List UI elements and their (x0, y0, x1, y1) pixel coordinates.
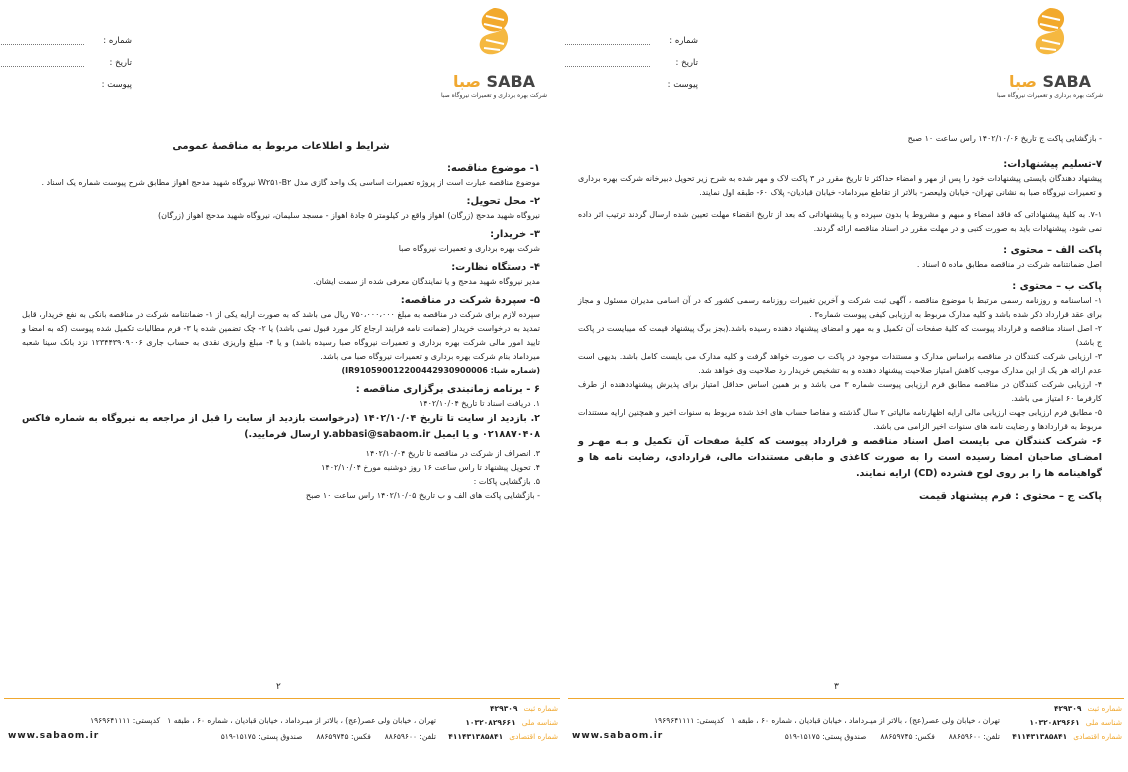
page-title: شرایط و اطلاعات مربوط به مناقصهٔ عمومی (172, 141, 390, 152)
letter-meta (0, 36, 132, 102)
brand-text: صبا SABA (452, 72, 536, 91)
footer (564, 698, 1128, 768)
meta-attach: پیوست : (667, 80, 698, 90)
footer-address: تهران ، خیابان ولی عصر(عج) ، بالاتر از میـرداماد ، خیابان قبادیان ، شماره ۶۰ ، طبقه ۱ کدپستی: ۱۹۶۹۶۴۱۱۱۱ (90, 716, 436, 725)
page-3 (564, 0, 1128, 772)
section-4-title: ۴- دستگاه نظارت: (451, 262, 540, 273)
section-4-text: مدیر نیروگاه شهید مدحج و یا نمایندگان معرفی شده از سمت ایشان. (313, 277, 540, 286)
envelope-b-item-3: ۳- ارزیابی شرکت کنندگان در مناقصه براساس مدارک و مستندات موجود در پاکت ب صورت خواهد گرفت و کلیه مدارک می بایست کامل باشد. بدیهی است عدم ارائه هر یک از این مدارک موجب کاهش امتیاز صلاحیت پیشنهاد دهنده و به تشخیص خریدار رد صلاحیت وی خواهد شد. (578, 352, 1102, 375)
letter-meta (564, 36, 698, 102)
section-3-title: ۳- خریدار: (490, 229, 540, 240)
schedule-item-3: ۳. انصراف از شرکت در مناقصه تا تاریخ ۱۴۰۲/۱۰/۰۴ (365, 449, 540, 458)
page-number: ۲ (276, 682, 281, 692)
envelope-b-item-4: ۴- ارزیابی شرکت کنندگان در مناقصه مطابق فرم ارزیابی پیوست شماره ۳ می باشد و بر همین اساس حداقل امتیاز برای پذیرش پیشنهاددهنده از طرف کارفرما ۶۰ امتیاز می باشد. (578, 380, 1102, 403)
schedule-item-1: ۱. دریافت اسناد تا تاریخ ۱۴۰۲/۱۰/۰۴ (418, 399, 540, 408)
meta-number: شماره : (564, 36, 698, 58)
envelope-b-item-6: ۶- شرکت کنندگان می بایست اصل اسناد مناقصه و قرارداد پیوست که کلیهٔ صفحات آن تکمیل و بـه مهـر و امضـای صاحبان امضا رسیده است را به صورت کاغذی و مابقی مستندات مالی، قراردادی، رضایت نامه ها و گواهینامه ها را بر روی لوح فشرده (CD) ارایه نمایند. (578, 436, 1102, 479)
footer-contacts: تلفن: ۸۸۶۵۹۶۰۰فکس: ۸۸۶۵۹۷۴۵صندوق پستی: ۱۵۱۷۵-۵۱۹ (220, 732, 436, 741)
registration-block: شماره ثبت۴۲۹۳۰۹ شناسه ملی۱۰۳۲۰۸۲۹۶۶۱ شماره اقتصادی۴۱۱۴۳۱۳۸۵۸۴۱ (1012, 704, 1122, 741)
envelope-a-text: اصل ضمانتنامه شرکت در مناقصه مطابق ماده ۵ اسناد . (916, 260, 1102, 269)
section-5-text: سپرده لازم برای شرکت در مناقصه به مبلغ ۷۵۰،۰۰۰،۰۰۰ ریال می باشد که به صورت ارایه یکی از ۱- ضمانتنامه شرکت در مناقصه بانکی به نفع خریدار، قابل تمدید به درخواست خریدار (ضمانت نامه فرایند ارجاع کار مورد قبول نمی باشد) یا ۲- چک تضمین شده یا ۳- فرم مطالبات تکمیل شده پیوست (که به امضا و تایید امور مالی شرکت بهره برداری و تعمیرات نیروگاه صبا رسیده باشد) و یا ۴- مبلغ واریزی نقدی به حساب جاری ۱۲۳۴۴۳۹۰۹۰۰۶ نزد بانک سینا شعبه میرداماد بنام شرکت بهره برداری و تعمیرات نیروگاه صبا می باشد. (22, 310, 541, 361)
section-2-text: نیروگاه شهید مدحج (زرگان) اهواز واقع در کیلومتر ۵ جادهٔ اهواز - مسجد سلیمان، نیروگاه شهید مدحج اهواز (زرگان) (158, 211, 540, 220)
envelope-b-item-5: ۵- مطابق فرم ارزیابی جهت ارزیابی مالی ارایه اظهارنامه مالیاتی ۲ سال گذشته و مفاصا حساب های اخذ شده مربوط به سنوات اخیر و همچنین ارایه مستندات مربوط به قراردادها و رضایت نامه های سنوات اخیر الزامی می باشد. (578, 408, 1102, 431)
footer-website[interactable]: www.sabaom.ir (572, 731, 664, 741)
meta-attach: پیوست : (101, 80, 132, 90)
page-2-body (22, 140, 540, 503)
envelope-b-item-2: ۲- اصل اسناد مناقصه و قرارداد پیوست که کلیهٔ صفحات آن تکمیل و به مهر و امضای پیشنهاد دهنده رسیده باشد.(بجز برگ پیشنهاد قیمت که میبایست در پاکت ج باشد) (578, 324, 1102, 347)
envelope-b-title: پاکت ب – محتوی : (1012, 281, 1102, 292)
section-1-title: ۱- موضوع مناقصه: (447, 163, 540, 174)
envelope-b-item-1: ۱- اساسنامه و روزنامه رسمی مرتبط با موضوع مناقصه ، آگهی ثبت شرکت و آخرین تغییرات روزنامه رسمی کشور که در آن اسامی مدیران مسئول و مجاز برای عقد قرارداد ذکر شده باشد و کلیه مدارک مربوط به ارزیابی کیفی پیوست شماره۳ . (578, 296, 1102, 319)
schedule-item-4: ۴. تحویل پیشنهاد تا راس ساعت ۱۶ روز دوشنبه مورخ ۱۴۰۲/۱۰/۰۴ (321, 463, 540, 472)
envelope-a-title: پاکت الف – محتوی : (1003, 245, 1102, 256)
footer (0, 698, 564, 768)
saba-swirl-icon (474, 6, 514, 66)
brand-subtitle: شرکت بهره برداری و تعمیرات نیروگاه صبا (441, 92, 547, 99)
saba-swirl-icon (1030, 6, 1070, 66)
footer-website[interactable]: www.sabaom.ir (8, 731, 100, 741)
envelope-c-title: پاکت ج – محتوی : فرم پیشنهاد قیمت (918, 491, 1102, 502)
meta-date: تاریخ : (564, 58, 698, 80)
section-2-title: ۲- محل تحویل: (466, 196, 540, 207)
page-number: ۳ (834, 682, 839, 692)
section-7-title: ۷-تسلیم پیشنهادات: (1003, 159, 1102, 170)
schedule-item-2: ۲. بازدید از سایت تا تاریخ ۱۴۰۲/۱۰/۰۴ (درخواست بازدید از سایت را قبل از مراجعه به نیروگاه به شماره فاکس ۰۲۱۸۸۷۰۴۰۸ و یا ایمیل y.abbasi@sabaom.ir ارسال فرمایید.) (22, 413, 540, 440)
section-5-sheba: (شماره شبا: IR910590012200442930900006) (341, 366, 540, 375)
brand-text: صبا SABA (1008, 72, 1092, 91)
section-3-text: شرکت بهره برداری و تعمیرات نیروگاه صبا (398, 244, 540, 253)
schedule-item-5: ۵. بازگشایی پاکات : (473, 477, 540, 486)
saba-logo (990, 4, 1110, 104)
footer-contacts: تلفن: ۸۸۶۵۹۶۰۰فکس: ۸۸۶۵۹۷۴۵صندوق پستی: ۱۵۱۷۵-۵۱۹ (784, 732, 1000, 741)
section-7-1-text: ۷-۱. به کلیهٔ پیشنهاداتی که فاقد امضاء و مبهم و مشروط یا بدون سپرده و یا پیشنهاداتی که بعد از تاریخ انقضاء مهلت تعیین شده ارسال گردند ترتیب اثر داده نمی شود، پیشنهادات باید به صورت کتبی و در مهلت مقرر در اسناد مناقصه ارائه گردند. (578, 210, 1102, 233)
meta-date: تاریخ : (0, 58, 132, 80)
meta-number: شماره : (0, 36, 132, 58)
schedule-item-6: - بازگشایی پاکت های الف و ب تاریخ ۱۴۰۲/۱۰/۰۵ راس ساعت ۱۰ صبح (305, 491, 540, 500)
section-1-text: موضوع مناقصه عبارت است از پروژه تعمیرات اساسی یک واحد گازی مدل W۲۵۱-B۲ نیروگاه شهید مدحج اهواز مطابق شرح پیوست شماره یک اسناد . (41, 178, 540, 187)
saba-logo (434, 4, 554, 104)
page-3-body (578, 132, 1102, 504)
section-6-title: ۶ - برنامه زمانبندی برگزاری مناقصه : (355, 384, 540, 395)
section-5-title: ۵- سپردهٔ شرکت در مناقصه: (400, 295, 540, 306)
section-7-text: پیشنهاد دهندگان بایستی پیشنهادات خود را پس از مهر و امضاء حداکثر تا تاریخ مقرر در ۳ پاکت لاک و مهر شده به شرح زیر تحویل دبیرخانه شرکت بهره برداری و تعمیرات نیروگاه صبا به نشانی تهران- خیابان ولیعصر- بالاتر از تقاطع میرداماد- خیابان قبادیان- پلاک ۶۰- طبقه اول نمایند. (578, 174, 1102, 197)
registration-block: شماره ثبت۴۲۹۳۰۹ شناسه ملی۱۰۳۲۰۸۲۹۶۶۱ شماره اقتصادی۴۱۱۴۳۱۳۸۵۸۴۱ (448, 704, 558, 741)
opening-c-line: - بازگشایی پاکت ج تاریخ ۱۴۰۲/۱۰/۰۶ راس ساعت ۱۰ صبح (907, 134, 1102, 143)
footer-address: تهران ، خیابان ولی عصر(عج) ، بالاتر از میـرداماد ، خیابان قبادیان ، شماره ۶۰ ، طبقه ۱ کدپستی: ۱۹۶۹۶۴۱۱۱۱ (654, 716, 1000, 725)
brand-subtitle: شرکت بهره برداری و تعمیرات نیروگاه صبا (997, 92, 1103, 99)
